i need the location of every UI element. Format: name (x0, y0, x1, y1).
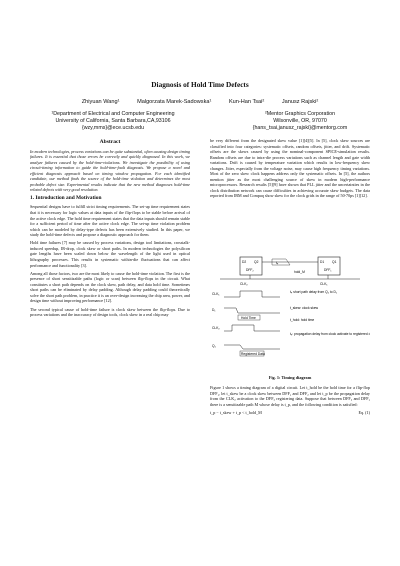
author-name: Kun-Han Tsai² (228, 99, 265, 105)
affiliation-dept: ¹Department of Electrical and Computer Engineering (51, 111, 175, 117)
clk2-waveform (224, 325, 280, 331)
d1-waveform (224, 308, 280, 313)
body-paragraph: Hold time failures [7] may be caused by process variations, design tool limitations, crosstalk-induced speedup, IR-drop, clock skew or short paths. In modern technologies the polysilicon gate lengths have been scaled down below the wavelength of the light used in optical lithography processes. This results in systematic within-die fluctuations that can affect performance and functionality [3]. (30, 240, 190, 268)
equation-line (210, 410, 370, 416)
d1-label: D1 (320, 260, 325, 264)
clk1-waveform (224, 291, 280, 297)
figure-caption: Fig. 1: Timing diagram (268, 375, 312, 380)
affiliation-email: {wzy,mms}@ece.ucsb.edu (81, 125, 145, 131)
dff2-label: DFF₂ (246, 268, 254, 272)
author-name: Zhiyuan Wang¹ (81, 99, 120, 105)
q1-waveform (224, 345, 280, 349)
equation-number: Eq. (1) (358, 409, 370, 415)
affiliation-dept: ²Mentor Graphics Corporation (264, 111, 336, 117)
affiliation-mentor (220, 111, 380, 132)
affiliation-email: {hans_tsai,janusz_rajski}@mentorg.com (252, 125, 348, 131)
author-list (0, 99, 400, 105)
author-name: Malgorzata Marek-Sadowska¹ (137, 99, 212, 105)
clk2-label: CLK₂ (240, 282, 248, 286)
body-paragraph: Sequential designs have to fulfill strict timing requirements. The set-up time requirement states that it is necessary for logic values at data inputs of the flip-flops to be stable before arrival of the active clock edge. The hold time requirement states that the data inputs should remain stable for a sufficient period of time after the active clock edge. The set-up time violation problem which can be modeled by delay-type defects has been extensively studied. In this paper, we study the hold-time defects and propose a diagnostic approach for them. (30, 204, 190, 238)
right-column (210, 138, 370, 202)
clk1-label: CLK₁ (320, 282, 328, 286)
hold-m-label: hold_M (294, 270, 305, 274)
affiliation-address: University of California, Santa Barbara,CA,93106 (55, 118, 171, 124)
affiliation-address: Wilsonville, OR, 97070 (273, 118, 327, 124)
affiliation-ucsb (28, 111, 198, 132)
timing-diagram (210, 253, 370, 373)
abstract-text: In modern technologies, process variations can be quite substantial, often causing design timing failures. It is essential that those errors be correctly and quickly diagnosed. In this work, we analyze failures caused by the hold-time-violations. We investigate the possibility of using circuit-timing information to guide the hold-time-fault diagnosis. We propose a novel and efficient diagnosis approach based on timing window propagation. For each identified candidate, our method finds the source of the hold-time violation and determines the most probable defect size. Experimental results indicate that the new method diagnoses hold-time related defects with very good resolution. (30, 148, 190, 193)
tp-label: tₚ (276, 261, 279, 265)
body-paragraph: Figure 1 shows a timing diagram of a digital circuit. Let t_hold be the hold time for a flip-flop DFF₁, let t_skew be a clock skew between DFF₁ and DFF₂ and let t_p be the propagation delay from the CLK₂ activation to the DFF₂ registering data. Suppose that between DFF₂ and DFF₁ there is a sensitizable path M whose delay is t_p, and the following condition is satisfied: (210, 385, 370, 407)
clk2-row-label: CLK₂ (212, 326, 220, 330)
right-column-lower (210, 385, 370, 418)
dff1-label: DFF₁ (324, 268, 332, 272)
legend-hold: t_hold: hold time (290, 318, 315, 322)
registered-data-label: Registered Data (241, 352, 265, 356)
author-name: Janusz Rajski² (281, 99, 319, 105)
body-paragraph: Among all those factors, two are the most likely to cause the hold-time violation. The first is the presence of short sensitizable paths (logic or scan) between flip-flops in the circuit. What constitutes a short path depends on the clock skew, path delay, and data hold time. Sometimes short paths can be eliminated by delay padding. Although delay padding could theoretically solve the short path problem, in practice it is an over-design increasing the chip area, power, and design time without improving performance [12]. (30, 270, 190, 304)
clk1-row-label: CLK₁ (212, 292, 220, 296)
q1-label: Q1 (332, 260, 337, 264)
d2-label: D2 (242, 260, 247, 264)
body-paragraph: The second typical cause of hold-time failure is clock skew between the flip-flops. Due to process variations and the inaccuracy of design tools, clock skew in a real chip may (30, 306, 190, 318)
equation: t_p − t_skew + t_p < t_hold_M (210, 409, 262, 415)
section-heading: 1. Introduction and Motivation (30, 194, 102, 201)
q1-row-label: Q₁ (212, 344, 216, 348)
left-column (30, 138, 190, 320)
body-paragraph: be very different from the designated skew value [1][4][5]. In [5], clock skew sources are classified into four categories: systematic offsets, random offsets, jitter, and drift. Systematic offsets are the skews caused by using the nominal-component SPICE-simulation results. Random offsets are due to intra-die process variations such as channel length and gate width variations. Drift is caused by temperature variation which results in low-frequency skew changes. Jitter, especially from the voltage noise, may cause high frequency timing variations. Most of the zero skew clock happens address only the systematic offsets. In [5], the authors mention jitter as the most challenging source of skew in modern high-performance microprocessors. Research results [5][9] have shown that PLL jitter and the uncertainties in the clock distribution network can cause difficulties in achieving accurate skew budgets. The data reported from IBM and Compaq show skew for the clock grids in the range of 50-70ps [1][12]. (210, 138, 370, 199)
hold-time-label: Hold Time (241, 316, 256, 320)
paper-title: Diagnosis of Hold Time Defects (151, 80, 249, 89)
abstract-heading: Abstract (99, 139, 121, 145)
legend-skew: t_skew: clock skew (290, 306, 319, 310)
timing-diagram-svg (210, 253, 370, 373)
legend-prop: tᵨ: propagation delay from clock activate to registered data (290, 332, 370, 336)
q2-label: Q2 (254, 260, 259, 264)
d1-row-label: D₁ (212, 308, 216, 312)
legend-tp: tₚ short path delay from Q₂ to D₁ (290, 290, 338, 294)
